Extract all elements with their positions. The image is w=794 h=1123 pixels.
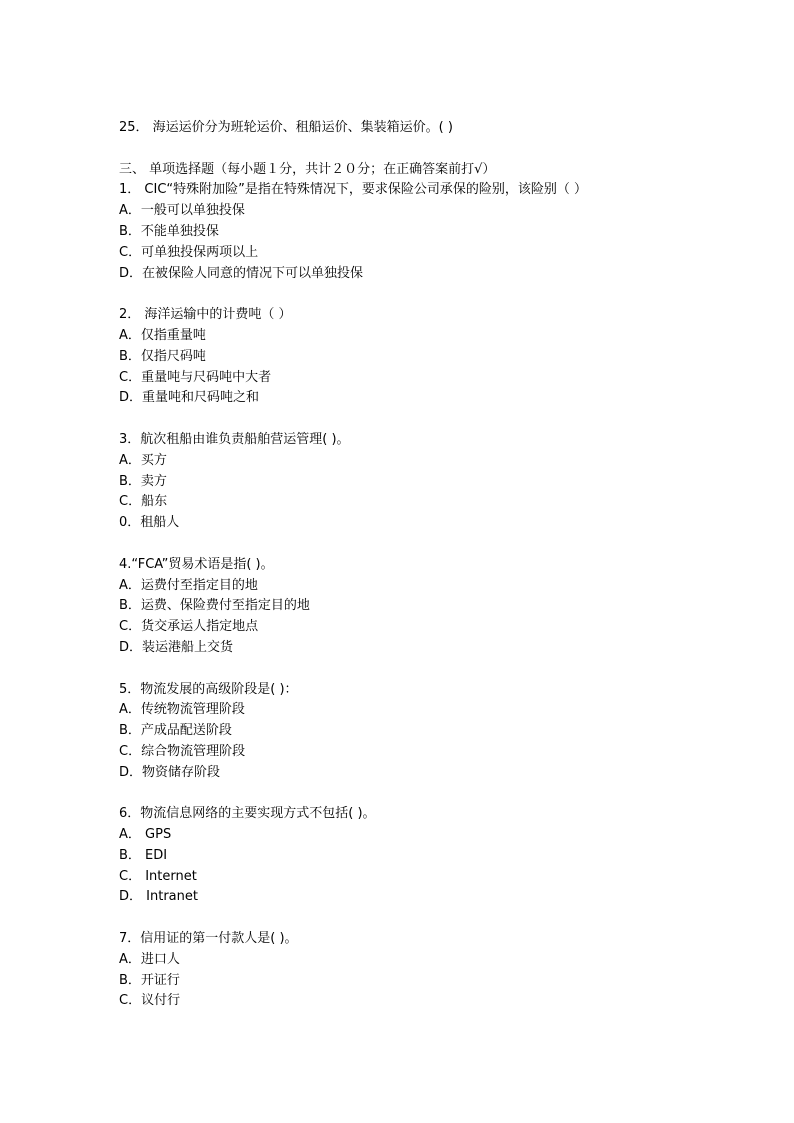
text-line: B．仅指尺码吨 (119, 348, 206, 364)
text-line: B．不能单独投保 (119, 223, 219, 239)
text-line: C．综合物流管理阶段 (119, 743, 246, 759)
text-line: 2． 海洋运输中的计费吨（ ） (119, 307, 292, 323)
text-line: 25． 海运运价分为班轮运价、租船运价、集装箱运价。( ) (119, 120, 453, 135)
text-line: B． EDI (119, 847, 168, 863)
text-line: 3．航次租船由谁负责船舶营运管理( )。 (119, 431, 350, 447)
text-line: 4.“FCA”贸易术语是指( )。 (119, 556, 274, 572)
text-line: C．重量吨与尺码吨中大者 (119, 369, 272, 385)
text-line: A．买方 (119, 452, 167, 468)
text-line: 6．物流信息网络的主要实现方式不包括( )。 (119, 806, 376, 822)
text-line: C．议付行 (119, 993, 181, 1009)
text-line: C．货交承运人指定地点 (119, 619, 259, 635)
text-line: A．一般可以单独投保 (119, 203, 245, 219)
text-line: D．物资储存阶段 (119, 764, 221, 780)
blank-line (119, 409, 739, 430)
text-line: D．装运港船上交货 (119, 639, 234, 655)
document-page (119, 118, 739, 1012)
text-line: A． GPS (119, 827, 172, 843)
blank-line (119, 284, 739, 305)
text-line: 5．物流发展的高级阶段是( )： (119, 681, 298, 697)
text-line: 三、 单项选择题（每小题１分，共计２０分；在正确答案前打√） (119, 161, 496, 177)
text-line: A．进口人 (119, 951, 180, 967)
text-line: 7．信用证的第一付款人是( )。 (119, 931, 298, 947)
blank-line (119, 908, 739, 929)
text-line: 0．租船人 (119, 515, 180, 531)
blank-line (119, 139, 739, 160)
text-line: A．传统物流管理阶段 (119, 702, 245, 718)
text-line: B．卖方 (119, 473, 167, 489)
text-line: B．运费、保险费付至指定目的地 (119, 598, 310, 614)
text-line: B．开证行 (119, 972, 180, 988)
text-line: C．可单独投保两项以上 (119, 244, 259, 260)
blank-line (119, 659, 739, 680)
text-line: D． Intranet (119, 889, 198, 905)
text-line: D．重量吨和尺码吨之和 (119, 390, 260, 406)
text-line: D．在被保险人同意的情况下可以单独投保 (119, 265, 364, 281)
text-line: A．仅指重量吨 (119, 327, 206, 343)
text-line: 1． CIC“特殊附加险”是指在特殊情况下，要求保险公司承保的险别，该险别（ ） (119, 182, 587, 198)
text-line: B．产成品配送阶段 (119, 723, 232, 739)
blank-line (119, 534, 739, 555)
text-line: A．运费付至指定目的地 (119, 577, 258, 593)
blank-line (119, 784, 739, 805)
text-line: C．船东 (119, 494, 168, 510)
text-line: C． Internet (119, 868, 197, 884)
